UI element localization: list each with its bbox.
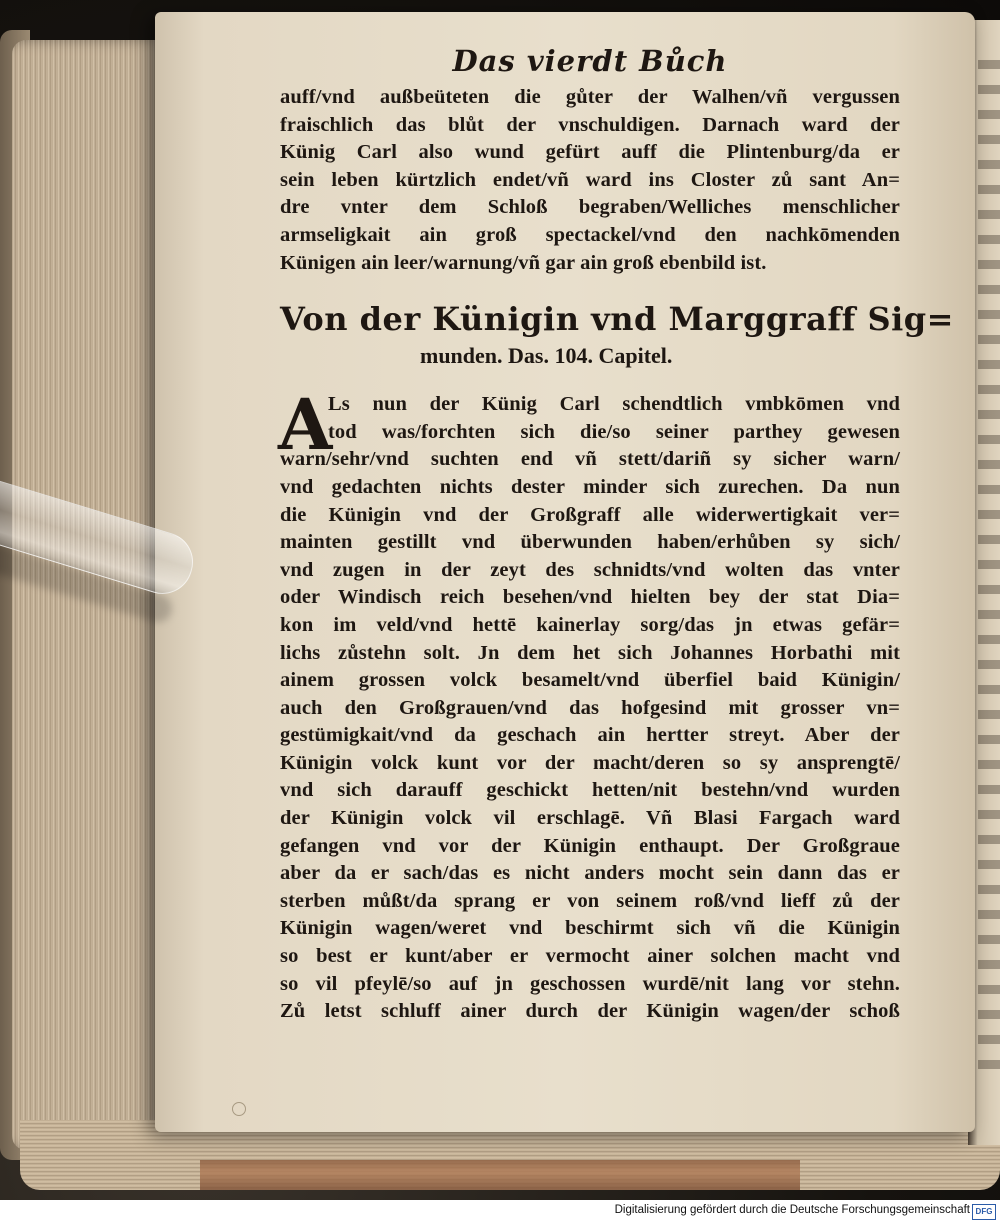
- text-line: oder Windisch reich besehen/vnd hielten bey der stat Dia=: [280, 586, 900, 609]
- text-line: kon im veld/vnd hettē kainerlay sorg/das jn etwas gefär=: [280, 613, 900, 636]
- text-line: dre vnter dem Schloß begraben/Welliches menschlicher: [280, 196, 900, 219]
- next-page-text-fragments: [978, 60, 1000, 1080]
- text-line: Künigin wagen/weret vnd beschirmt sich vñ die Künigin: [280, 917, 900, 940]
- text-line: Künig Carl also wund gefürt auff die Plintenburg/da er: [280, 141, 900, 164]
- text-line: tod was/forchten sich die/so seiner parthey gewesen: [328, 420, 900, 443]
- text-line: der Künigin volck vil erschlagē. Vñ Blasi Fargach ward: [280, 807, 900, 830]
- text-line: aber da er sach/das es nicht anders mocht sein dann das er: [280, 862, 900, 885]
- running-head: Das vierdt Bůch: [452, 44, 728, 78]
- text-line: vnd sich darauff geschickt hetten/nit bestehn/vnd wurden: [280, 779, 900, 802]
- text-line: vnd gedachten nichts dester minder sich zurechen. Da nun: [280, 475, 900, 498]
- paragraph-1: [280, 84, 900, 277]
- chapter-subtitle: munden. Das. 104. Capitel.: [420, 343, 673, 369]
- paragraph-2: [278, 383, 900, 1026]
- text-line: gefangen vnd vor der Künigin enthaupt. Der Großgraue: [280, 834, 900, 857]
- book-bottom-cut-edge: [200, 1160, 800, 1190]
- text-line: so best er kunt/aber er vermocht ainer solchen macht vnd: [280, 945, 900, 968]
- text-line: die Künigin vnd der Großgraff alle widerwertigkait ver=: [280, 503, 900, 526]
- chapter-heading: [280, 299, 954, 373]
- text-line: sein leben kürtzlich endet/vñ ward ins Closter zů sant An=: [280, 168, 900, 191]
- text-line: sterben můßt/da sprang er von seinem roß/vnd lieff zů der: [280, 889, 900, 912]
- text-line: ainem grossen volck besamelt/vnd überfiel baid Künigin/: [280, 669, 900, 692]
- page-text: [278, 30, 954, 1026]
- text-line: mainten gestillt vnd überwunden haben/erhůben sy sich/: [280, 531, 900, 554]
- text-line: Künigin volck kunt vor der macht/deren so sy ansprengtē/: [280, 751, 900, 774]
- text-line: Künigen ain leer/warnung/vñ gar ain groß ebenbild ist.: [280, 251, 767, 274]
- text-line: warn/sehr/vnd suchten end vñ stett/dariñ sy sicher warn/: [280, 448, 900, 471]
- dfg-logo-icon: DFG: [972, 1204, 996, 1220]
- drop-cap: A: [278, 383, 333, 467]
- text-line: lichs zůstehn solt. Jn dem het sich Johannes Horbathi mit: [280, 641, 900, 664]
- text-line: so vil pfeylē/so auf jn geschossen wurdē/nit lang vor stehn.: [280, 972, 900, 995]
- text-line: gestümigkait/vnd da geschach ain hertter streyt. Aber der: [280, 724, 900, 747]
- text-line: armseligkait ain groß spectackel/vnd den nachkōmenden: [280, 223, 900, 246]
- page-stain: [232, 1102, 246, 1116]
- funding-credit: Digitalisierung gefördert durch die Deutsche Forschungsgemeinschaft: [614, 1204, 970, 1216]
- text-line: Ls nun der Künig Carl schendtlich vmbkōmen vnd: [328, 393, 900, 416]
- chapter-title: Von der Künigin vnd Marggraff Sig=: [280, 300, 954, 339]
- digitization-footer: [0, 1200, 1000, 1223]
- text-line: vnd zugen in der zeyt des schnidts/vnd wolten das vnter: [280, 558, 900, 581]
- text-line: auff/vnd außbeüteten die gůter der Walhen/vñ vergussen: [280, 86, 900, 108]
- text-line: fraischlich das blůt der vnschuldigen. Darnach ward der: [280, 113, 900, 136]
- text-line: auch den Großgrauen/vnd das hofgesind mit grosser vn=: [280, 696, 900, 719]
- text-line: Zů letst schluff ainer durch der Künigin wagen/der schoß: [280, 1000, 900, 1023]
